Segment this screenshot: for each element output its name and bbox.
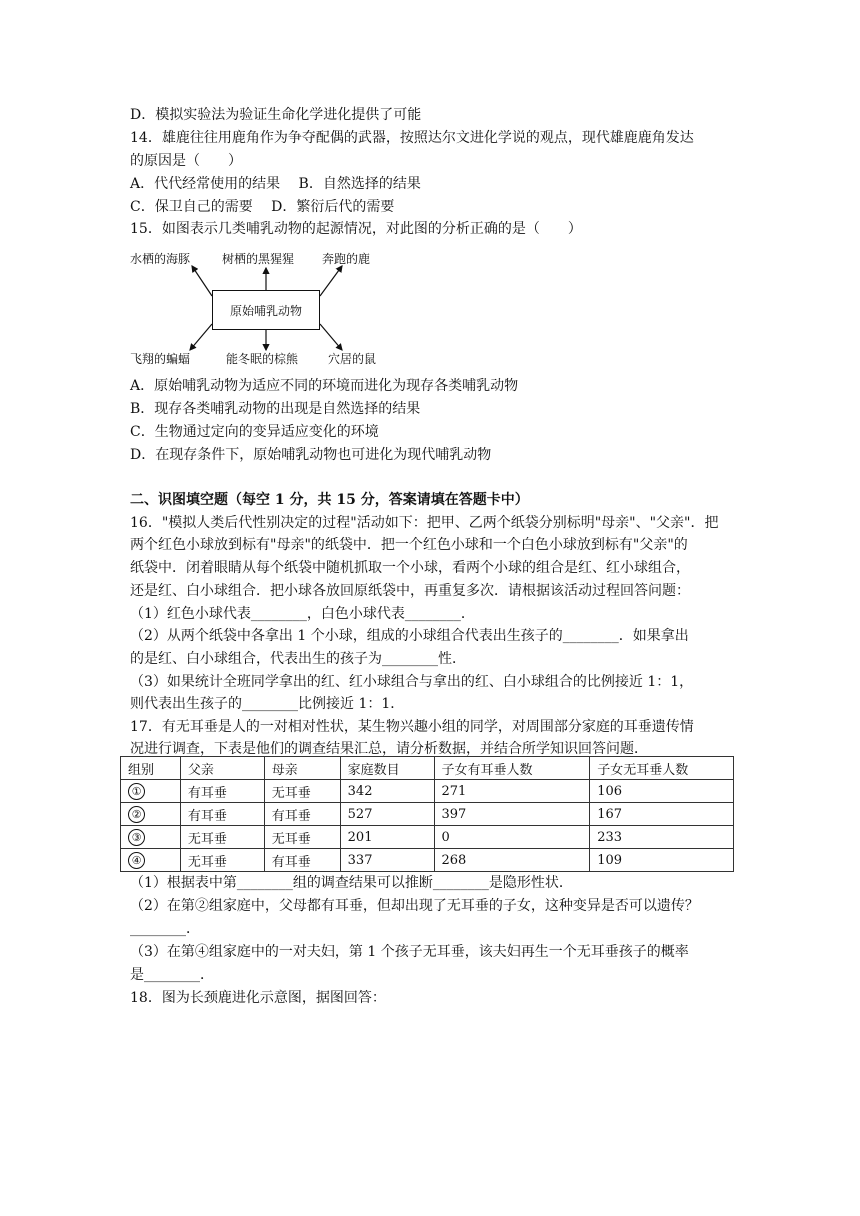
table-cell: 有耳垂	[180, 803, 264, 826]
q16-sub-3a: （3）如果统计全班同学拿出的红、红小球组合与拿出的红、白小球组合的比例接近 1：1，	[130, 674, 694, 690]
table-cell: 无耳垂	[180, 826, 264, 849]
q17-sub-2b: ________．	[130, 921, 200, 937]
table-cell: 342	[340, 780, 434, 803]
col-header: 父亲	[180, 757, 264, 780]
table-header-row	[121, 757, 734, 780]
table-row	[121, 803, 734, 826]
q15-stem: 15．如图表示几类哺乳动物的起源情况，对此图的分析正确的是（ ）	[130, 221, 582, 237]
table-cell: 397	[434, 803, 590, 826]
group-cell	[121, 849, 181, 872]
group-number: ④	[128, 852, 145, 869]
q15-option-c: C．生物通过定向的变异适应变化的环境	[130, 424, 379, 440]
table-cell: 有耳垂	[264, 803, 340, 826]
q14-stem-1: 14．雄鹿往往用鹿角作为争夺配偶的武器，按照达尔文进化学说的观点，现代雄鹿鹿角发达	[130, 130, 694, 146]
group-cell	[121, 826, 181, 849]
col-header: 子女有耳垂人数	[434, 757, 590, 780]
table-cell: 0	[434, 826, 590, 849]
table-cell: 233	[590, 826, 734, 849]
q13-option-d: D．模拟实验法为验证生命化学进化提供了可能	[130, 107, 422, 123]
mammal-origin-diagram	[130, 246, 377, 370]
table-row	[121, 780, 734, 803]
table-cell: 106	[590, 780, 734, 803]
label-mouse: 穴居的鼠	[328, 352, 377, 366]
q16-stem-1: 16．"模拟人类后代性别决定的过程"活动如下：把甲、乙两个纸袋分别标明"母亲"、"父亲"．把	[130, 515, 719, 531]
table-cell: 无耳垂	[264, 780, 340, 803]
table-cell: 无耳垂	[180, 849, 264, 872]
table-cell: 268	[434, 849, 590, 872]
table-cell: 109	[590, 849, 734, 872]
group-number: ③	[128, 829, 145, 846]
table-cell: 337	[340, 849, 434, 872]
q15-option-a: A．原始哺乳动物为适应不同的环境而进化为现存各类哺乳动物	[130, 378, 519, 394]
col-header: 组别	[121, 757, 181, 780]
table-cell: 有耳垂	[180, 780, 264, 803]
q15-option-d: D．在现存条件下，原始哺乳动物也可进化为现代哺乳动物	[130, 447, 492, 463]
q16-stem-2: 两个红色小球放到标有"母亲"的纸袋中．把一个红色小球和一个白色小球放到标有"父亲"的	[130, 537, 688, 553]
table-cell: 有耳垂	[264, 849, 340, 872]
section-2-heading: 二、识图填空题（每空 1 分，共 15 分，答案请填在答题卡中）	[130, 492, 529, 508]
label-chimpanzee: 树栖的黑猩猩	[222, 252, 295, 266]
q14-options-cd: C．保卫自己的需要 D．繁衍后代的需要	[130, 199, 395, 215]
label-dolphin: 水栖的海豚	[130, 252, 191, 266]
q16-sub-2a: （2）从两个纸袋中各拿出 1 个小球，组成的小球组合代表出生孩子的________．如果拿出	[130, 628, 689, 644]
table-row	[121, 849, 734, 872]
col-header: 子女无耳垂人数	[590, 757, 734, 780]
earlobe-survey-table	[120, 756, 734, 872]
table-cell: 无耳垂	[264, 826, 340, 849]
q16-sub-3b: 则代表出生孩子的________比例接近 1：1．	[130, 696, 405, 712]
col-header: 家庭数目	[340, 757, 434, 780]
group-cell	[121, 803, 181, 826]
q17-stem-2: 况进行调查，下表是他们的调查结果汇总，请分析数据，并结合所学知识回答问题．	[130, 741, 648, 757]
label-deer: 奔跑的鹿	[322, 252, 371, 266]
q17-sub-3b: 是________．	[130, 967, 214, 983]
table-cell: 167	[590, 803, 734, 826]
q14-options-ab: A．代代经常使用的结果 B．自然选择的结果	[130, 176, 421, 192]
group-cell	[121, 780, 181, 803]
col-header: 母亲	[264, 757, 340, 780]
group-number: ②	[128, 806, 145, 823]
table-row	[121, 826, 734, 849]
q16-stem-3: 纸袋中．闭着眼睛从每个纸袋中随机抓取一个小球，看两个小球的组合是红、红小球组合，	[130, 560, 690, 576]
label-brown-bear: 能冬眠的棕熊	[226, 352, 299, 366]
table-cell: 201	[340, 826, 434, 849]
center-box-primitive-mammal: 原始哺乳动物	[212, 290, 320, 330]
q16-stem-4: 还是红、白小球组合．把小球各放回原纸袋中，再重复多次．请根据该活动过程回答问题：	[130, 583, 690, 599]
label-bat: 飞翔的蝙蝠	[130, 352, 191, 366]
q18-stem: 18．图为长颈鹿进化示意图，据图回答：	[130, 990, 386, 1006]
group-number: ①	[128, 783, 145, 800]
q15-option-b: B．现存各类哺乳动物的出现是自然选择的结果	[130, 401, 421, 417]
q17-sub-2a: （2）在第②组家庭中，父母都有耳垂，但却出现了无耳垂的子女，这种变异是否可以遗传？	[130, 898, 699, 914]
q16-sub-1: （1）红色小球代表________，白色小球代表________．	[130, 606, 475, 622]
q17-stem-1: 17．有无耳垂是人的一对相对性状，某生物兴趣小组的同学，对周围部分家庭的耳垂遗传情	[130, 719, 694, 735]
q17-sub-1: （1）根据表中第________组的调查结果可以推断________是隐形性状．	[130, 875, 573, 891]
q16-sub-2b: 的是红、白小球组合，代表出生的孩子为________性．	[130, 651, 466, 667]
table-cell: 527	[340, 803, 434, 826]
table-cell: 271	[434, 780, 590, 803]
q17-sub-3a: （3）在第④组家庭中的一对夫妇，第 1 个孩子无耳垂，该夫妇再生一个无耳垂孩子的概率	[130, 944, 689, 960]
q14-stem-2: 的原因是（ ）	[130, 153, 242, 169]
